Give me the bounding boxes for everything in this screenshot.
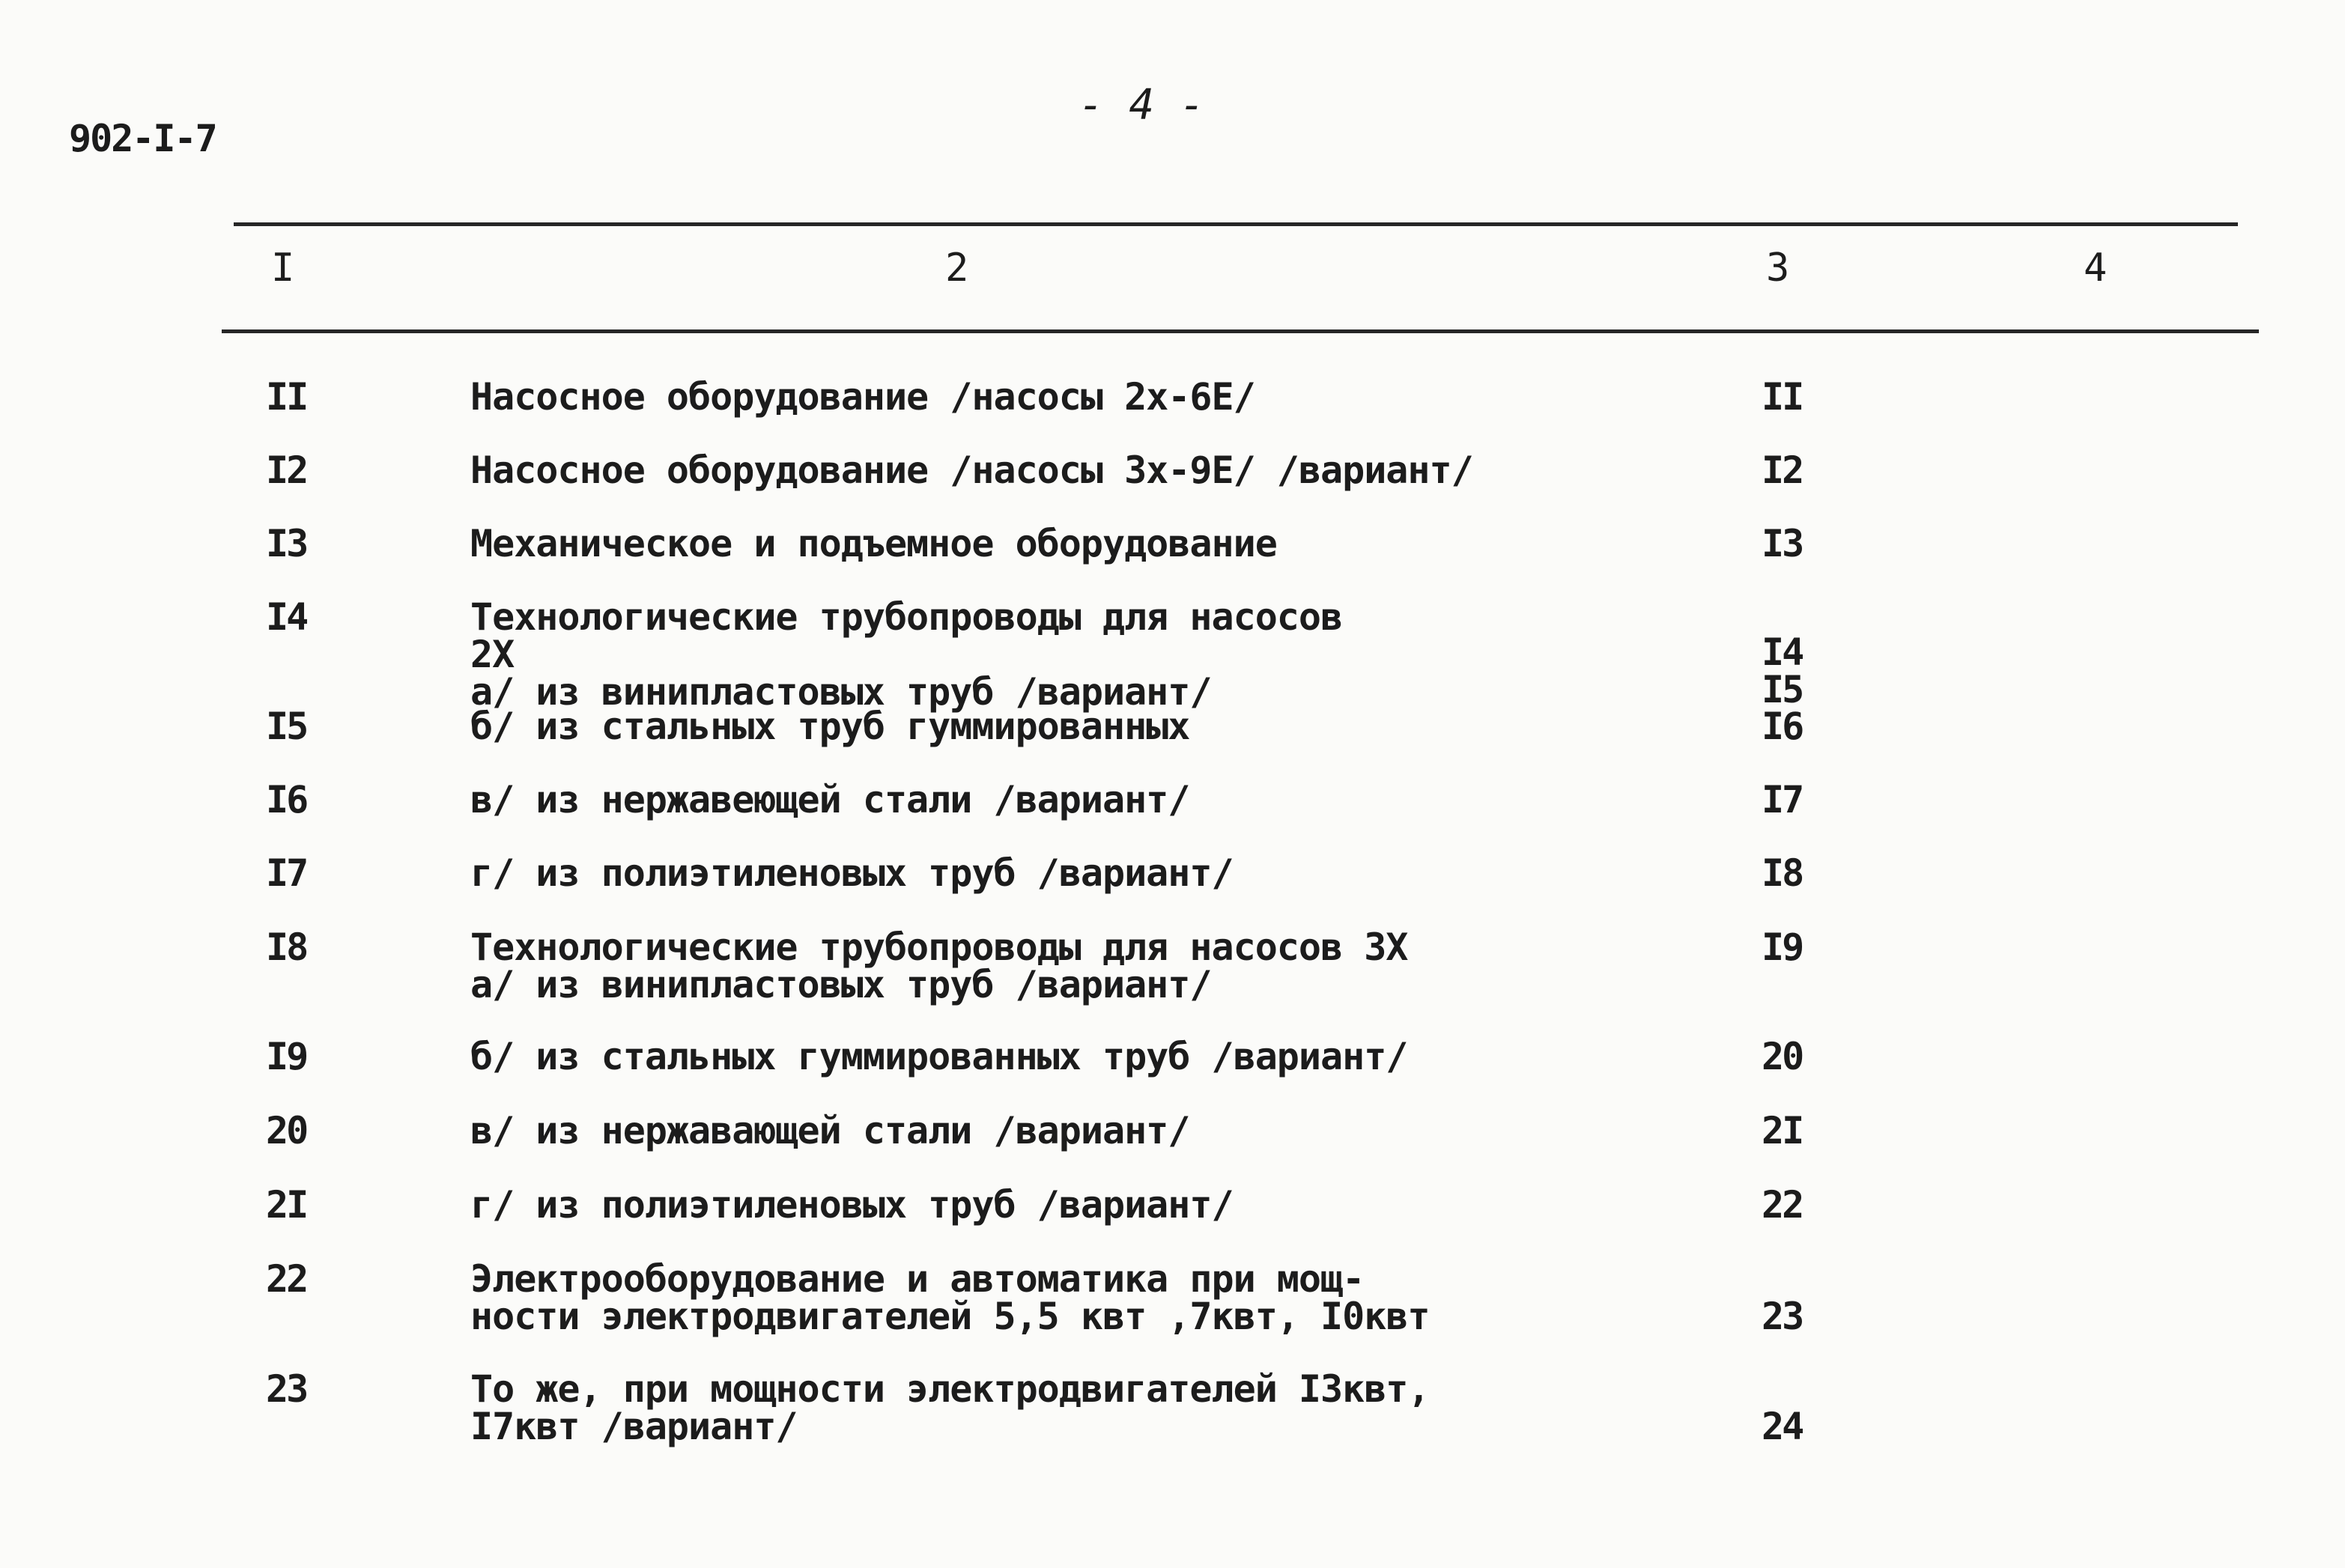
table-top-rule [234,222,2238,226]
row-description: б/ из стальных труб гуммированных [470,705,1190,748]
row-page: II [1762,375,1803,419]
row-description: Механическое и подъемное оборудование [470,522,1277,565]
row-number: I4 [266,595,307,639]
row-description: в/ из нержавающей стали /вариант/ [470,1109,1190,1152]
column-header-1: I [271,246,295,291]
column-header-4: 4 [2084,246,2108,291]
row-page: 22 [1762,1183,1803,1227]
row-number: 20 [266,1109,307,1152]
row-description: Электрооборудование и автоматика при мощ- ности электродвигателей 5,5 квт ,7квт, I0квт [470,1257,1430,1338]
row-page: I6 [1762,705,1803,748]
row-page: I4 I5 [1762,630,1803,711]
row-number: I8 [266,926,307,969]
row-description: г/ из полиэтиленовых труб /вариант/ [470,1183,1234,1227]
row-number: I6 [266,778,307,821]
row-number: 2I [266,1183,307,1227]
row-page: 23 [1762,1295,1803,1338]
row-page: I8 [1762,851,1803,895]
row-description: То же, при мощности электродвигателей I3квт, I7квт /вариант/ [470,1367,1430,1448]
row-page: I3 [1762,522,1803,565]
column-header-2: 2 [945,246,969,291]
row-number: I7 [266,851,307,895]
row-description: б/ из стальных гуммированных труб /вариант/ [470,1035,1408,1078]
row-page: 2I [1762,1109,1803,1152]
document-code: 902-I-7 [69,117,216,160]
row-number: II [266,375,307,419]
row-description: Насосное оборудование /насосы 3х-9Е/ /вариант/ [470,449,1473,492]
row-number: I3 [266,522,307,565]
row-number: I9 [266,1035,307,1078]
row-number: I5 [266,705,307,748]
row-number: I2 [266,449,307,492]
table-header-rule [222,329,2259,333]
row-page: 24 [1762,1405,1803,1448]
row-description: в/ из нержавеющей стали /вариант/ [470,778,1190,821]
row-description: г/ из полиэтиленовых труб /вариант/ [470,851,1234,895]
row-page: I2 [1762,449,1803,492]
row-page: 20 [1762,1035,1803,1078]
row-description: Технологические трубопроводы для насосов 2Х а/ из винипластовых труб /вариант/ [470,595,1343,714]
row-description: Технологические трубопроводы для насосов 3Х а/ из винипластовых труб /вариант/ [470,926,1408,1006]
row-description: Насосное оборудование /насосы 2х-6Е/ [470,375,1255,419]
row-number: 23 [266,1367,307,1411]
page-number: - 4 - [1079,81,1205,130]
column-header-3: 3 [1766,246,1790,291]
row-page: I9 [1762,926,1803,969]
row-number: 22 [266,1257,307,1301]
row-page: I7 [1762,778,1803,821]
